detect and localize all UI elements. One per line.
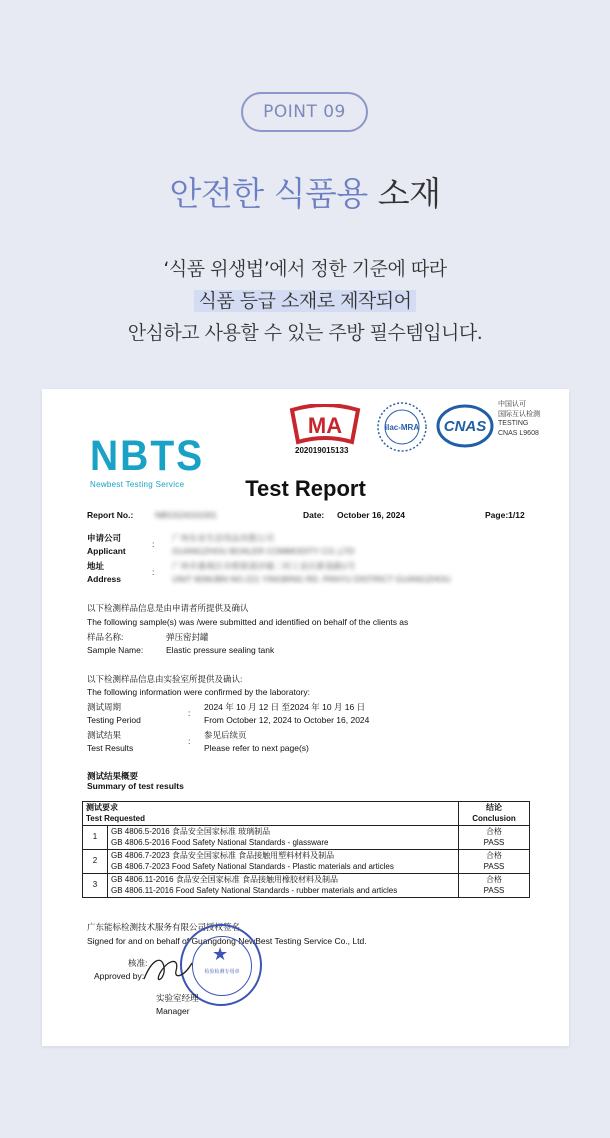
row-standard-cn: GB 4806.7-2023 食品安全国家标准 食品接触用塑料材料及制品 (111, 851, 335, 860)
address-label-cn: 地址 (87, 561, 105, 571)
period-colon: : (188, 708, 191, 718)
summary-label-en: Summary of test results (87, 781, 184, 791)
test-report-document (42, 389, 569, 1046)
applicant-value-cn: 广州东业生活用品有限公司 (172, 533, 275, 543)
row-standard-en: GB 4806.11-2016 Food Safety National Standards - rubber materials and articles (111, 885, 398, 895)
applicant-label-en: Applicant (87, 546, 126, 556)
row-standard-en: GB 4806.7-2023 Food Safety National Standards - Plastic materials and articles (111, 861, 394, 871)
date-value: October 16, 2024 (337, 510, 406, 520)
signed-en: Signed for and on behalf of Guangdong NewBest Testing Service Co., Ltd. (87, 936, 367, 946)
results-value-en: Please refer to next page(s) (204, 743, 309, 753)
sample-name-value-cn: 弹压密封罐 (166, 632, 209, 642)
cma-logo (288, 404, 362, 446)
desc-line-2 (0, 286, 610, 313)
ilac-mra-text: ilac-MRA (384, 423, 420, 432)
lab-intro-en: The following information were confirmed by the laboratory: (87, 687, 310, 697)
sample-name-value-en: Elastic pressure sealing tank (166, 645, 275, 655)
lab-intro-cn: 以下检测样品信息由实验室所提供及确认: (87, 674, 243, 684)
applicant-label-cn: 申请公司 (87, 533, 122, 543)
nbts-logo-text: NBTS (90, 432, 205, 481)
row-number: 2 (83, 850, 108, 874)
row-conclusion-en: PASS (483, 837, 505, 847)
sample-intro-en: The following sample(s) was /were submitted and identified on behalf of the clients as (87, 617, 409, 627)
table-header-row (83, 802, 530, 826)
period-value-cn: 2024 年 10 月 12 日 至2024 年 10 月 16 日 (204, 702, 366, 712)
applicant-value-en: GUANGZHOU BOALER COMMODITY CO.,LTD (172, 546, 355, 556)
address-value-en: UNIT 9DMJBN NO.221 YINGBING RD. PANYU DISTRICT GUANGZHOU (172, 574, 451, 584)
cnas-line-4: CNAS L9608 (498, 429, 539, 437)
sample-intro-cn: 以下检测样品信息是由申请者所提供及确认 (87, 603, 249, 613)
applicant-colon: : (152, 539, 155, 549)
cnas-line-3: TESTING (498, 420, 529, 427)
table-row (83, 874, 530, 898)
desc-line-2-highlight: 식품 등급 소재로 제작되어 (194, 290, 415, 312)
table-header-conclusion (459, 802, 530, 826)
row-conclusion-cn: 合格 (486, 851, 502, 860)
period-label-en: Testing Period (87, 715, 141, 725)
results-table (82, 801, 530, 898)
cnas-line-1: 中国认可 (498, 401, 526, 408)
table-header-requested-en: Test Requested (86, 813, 145, 823)
row-conclusion (459, 826, 530, 850)
summary-label-cn: 测试结果概要 (87, 771, 139, 781)
row-standard-cn: GB 4806.11-2016 食品安全国家标准 食品接触用橡胶材料及制品 (111, 875, 339, 884)
approved-label-cn: 核准: (128, 958, 148, 968)
row-conclusion-en: PASS (483, 885, 505, 895)
nbts-logo-subtitle: Newbest Testing Service (90, 480, 185, 489)
signature-image (140, 949, 196, 989)
table-row (83, 826, 530, 850)
cma-logo-text: MA (307, 413, 343, 438)
row-standard (108, 874, 459, 898)
row-conclusion-en: PASS (483, 861, 505, 871)
row-conclusion (459, 850, 530, 874)
date-label: Date: (303, 510, 325, 520)
cnas-logo-text: CNAS (443, 418, 487, 435)
manager-label-cn: 实验室经理 (156, 993, 199, 1003)
cma-number: 202019015133 (295, 446, 349, 455)
sample-name-label-en: Sample Name: (87, 645, 144, 655)
results-colon: : (188, 736, 191, 746)
table-header-conclusion-en: Conclusion (472, 813, 516, 823)
headline-accent: 안전한 식품용 (169, 174, 368, 213)
sample-name-label-cn: 样品名称: (87, 632, 124, 642)
manager-label-en: Manager (156, 1006, 190, 1016)
ilac-mra-logo (376, 401, 428, 453)
row-standard-cn: GB 4806.5-2016 食品安全国家标准 玻璃制品 (111, 827, 271, 836)
table-row (83, 850, 530, 874)
approved-label-en: Approved by: (94, 971, 145, 981)
stamp-text: 检验检测专用章 (204, 969, 240, 975)
row-conclusion-cn: 合格 (486, 875, 502, 884)
row-number: 3 (83, 874, 108, 898)
period-value-en: From October 12, 2024 to October 16, 2024 (204, 715, 370, 725)
row-standard (108, 826, 459, 850)
report-no-value: NBGS24101001 (155, 510, 217, 520)
table-header-conclusion-cn: 结论 (486, 803, 502, 812)
row-conclusion (459, 874, 530, 898)
address-colon: : (152, 567, 155, 577)
address-label-en: Address (87, 574, 122, 584)
desc-line-1: ‘식품 위생법’에서 정한 기준에 따라 (163, 258, 447, 280)
headline (0, 168, 610, 215)
results-label-en: Test Results (87, 743, 134, 753)
results-value-cn: 参见后续页 (204, 730, 247, 740)
row-conclusion-cn: 合格 (486, 827, 502, 836)
period-label-cn: 测试周期 (87, 702, 122, 712)
report-no-label: Report No.: (87, 510, 134, 520)
page-indicator: Page:1/12 (485, 510, 525, 520)
cnas-accreditation-text (498, 400, 540, 438)
table-header-requested (83, 802, 459, 826)
row-standard-en: GB 4806.5-2016 Food Safety National Standards - glassware (111, 837, 329, 847)
report-title: Test Report (245, 476, 366, 501)
results-label-cn: 测试结果 (87, 730, 122, 740)
headline-dark: 소재 (377, 174, 441, 213)
cnas-line-2: 国际互认检测 (498, 410, 540, 418)
row-number: 1 (83, 826, 108, 850)
desc-line-3: 안심하고 사용할 수 있는 주방 필수템입니다. (127, 322, 483, 344)
point-badge: POINT 09 (241, 92, 368, 132)
signed-cn: 广东能标检测技术服务有限公司授权签名 (87, 922, 241, 932)
table-header-requested-cn: 测试要求 (86, 803, 118, 812)
star-icon: ★ (212, 944, 229, 964)
row-standard (108, 850, 459, 874)
address-value-cn: 广州市番禺区市桥街道沙墟二村工业区新基路1号 (172, 561, 356, 571)
cnas-logo (435, 403, 495, 449)
